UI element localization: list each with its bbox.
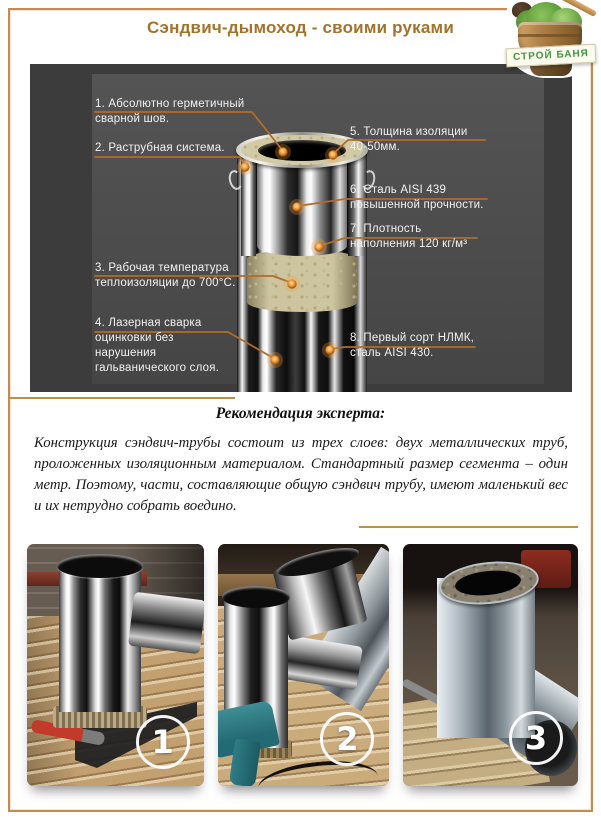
callout-line: 8. Первый сорт НЛМК, xyxy=(350,332,475,344)
site-logo[interactable] xyxy=(504,0,598,80)
photo-step-1 xyxy=(27,544,204,786)
logo-banner-text: СТРОЙ БАНЯ xyxy=(512,48,590,63)
callout-line: 6. Сталь AISI 439 xyxy=(350,184,447,196)
photo1-tee-branch xyxy=(128,592,204,654)
callout-dots xyxy=(237,144,341,368)
photo-step-3 xyxy=(403,544,578,786)
callout-line: сварной шов. xyxy=(95,113,170,125)
expert-recommendation-text: Конструкция сэндвич-трубы состоит из трех слоев: двух металлических труб, проложенных изоляционным материалом. Стандартный размер сегмента – один метр. Поэтому, части, составляющие общую сэндвич трубу, имеют маленький вес и их нетрудно собрать воедино. xyxy=(34,435,568,514)
callout-7-fill-density xyxy=(350,222,467,252)
section-divider-right xyxy=(359,526,578,528)
callout-line: нарушения xyxy=(95,347,157,359)
page-title: Сэндвич-дымоход - своими руками xyxy=(147,18,454,37)
photo-step-2 xyxy=(218,544,390,786)
callout-line: теплоизоляции до 700°С. xyxy=(95,277,236,289)
callout-2-socket-system xyxy=(95,141,225,156)
photo1-pipe-opening xyxy=(57,554,143,578)
callout-1-weld-seam xyxy=(95,97,244,127)
callout-3-working-temperature xyxy=(95,261,235,291)
callout-line: гальванического слоя. xyxy=(95,362,220,374)
assembly-photos-row xyxy=(27,544,578,786)
chimney-diagram-image xyxy=(30,64,572,392)
callout-line: сталь AISI 430. xyxy=(350,347,434,359)
callout-4-laser-welding xyxy=(95,316,219,376)
expert-recommendation-heading: Рекомендация эксперта: xyxy=(215,405,386,422)
logo-bucket-foot xyxy=(530,64,572,76)
step-number-badge: 2 xyxy=(320,712,374,766)
callout-line: оцинковки без xyxy=(95,332,174,344)
callout-5-insulation-thickness xyxy=(350,125,467,155)
photo2-chrome-pipe-opening xyxy=(222,586,290,608)
callout-line: 4. Лазерная сварка xyxy=(95,317,202,329)
callout-8-steel-aisi-430 xyxy=(350,331,474,361)
callout-6-steel-aisi-439 xyxy=(350,183,484,213)
callout-line: 5. Толщина изоляции xyxy=(350,126,468,138)
section-divider-left xyxy=(9,397,235,399)
callout-line: 1. Абсолютно герметичный xyxy=(95,98,245,110)
step-number-badge: 3 xyxy=(509,711,563,765)
callout-line: 40-50мм. xyxy=(350,141,401,153)
callout-line: наполнения 120 кг/м³ xyxy=(350,238,468,250)
logo-bucket-band xyxy=(518,34,582,37)
callout-line: 2. Раструбная система. xyxy=(95,142,225,154)
callout-line: повышенной прочности. xyxy=(350,199,484,211)
step-number-badge: 1 xyxy=(136,715,190,769)
callout-line: 3. Рабочая температура xyxy=(95,262,229,274)
callout-line: 7. Плотность xyxy=(350,223,422,235)
